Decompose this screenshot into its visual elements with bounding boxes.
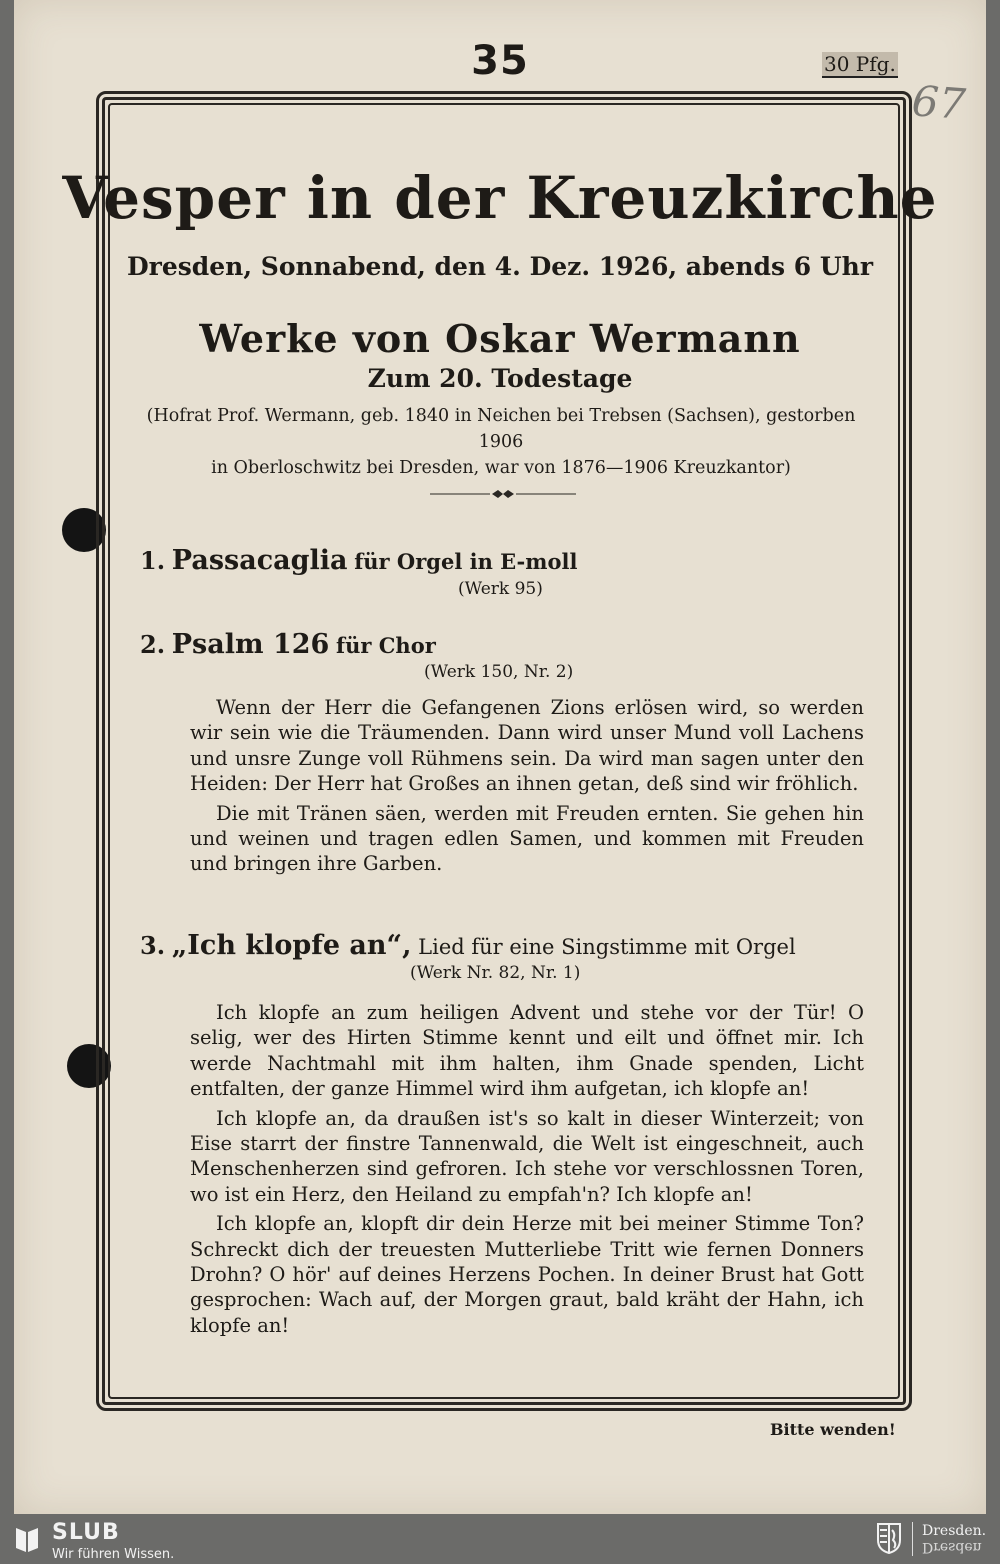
piece-2-text: [190, 695, 864, 881]
piece-1-number: 1.: [140, 546, 166, 575]
piece-1-desc: für Orgel in E-moll: [354, 549, 578, 574]
ornament-divider-icon: [430, 486, 576, 502]
anniversary-line: Zum 20. Todestage: [367, 364, 633, 393]
city-name[interactable]: [922, 1524, 986, 1554]
piece-2-number: 2.: [140, 630, 166, 659]
piece-1-heading: [140, 545, 577, 576]
program-date: Dresden, Sonnabend, den 4. Dez. 1926, abends 6 Uhr: [126, 252, 874, 281]
works-heading: Werke von Oskar Wermann: [199, 316, 801, 361]
city-name-line-2: Dresden: [922, 1539, 982, 1555]
piece-2-paragraph-1: Wenn der Herr die Gefangenen Zions erlösen wird, so werden wir sein wie die Träumenden. Dann wird unser Mund voll Lachens und unsre Zunge voll Rühmens sein. Da wird man sagen unter den Heiden: Der Herr hat Großes an ihnen getan, deß sind wir fröhlich.: [190, 696, 864, 796]
city-crest-icon[interactable]: [876, 1522, 902, 1554]
piece-3-paragraph-3: Ich klopfe an, klopft dir dein Herze mit bei meiner Stimme Ton? Schreckt dich der treuesten Mutterliebe Tritt wie fernen Donners Drohn? O hör' auf deines Herzens Pochen. In deiner Brust hat Gott gesprochen: Wach auf, der Morgen graut, bald kräht der Hahn, ich klopfe an!: [190, 1212, 864, 1337]
program-title: Vesper in der Kreuzkirche: [62, 164, 938, 232]
piece-2-opus: (Werk 150, Nr. 2): [424, 662, 574, 682]
price-label: 30 Pfg.: [824, 52, 896, 76]
slub-book-icon[interactable]: [14, 1524, 40, 1554]
biography-line-2: in Oberloschwitz bei Dresden, war von 1876—1906 Kreuzkantor): [211, 458, 791, 478]
city-name-line-1: Dresden.: [922, 1523, 987, 1539]
piece-3-number: 3.: [140, 931, 166, 960]
piece-2-desc: für Chor: [336, 633, 436, 658]
piece-3-paragraph-1: Ich klopfe an zum heiligen Advent und stehe vor der Tür! O selig, wer des Hirten Stimme kennt und eilt und öffnet mir. Ich werde Nachtmahl mit ihm halten, ihm Gnade spenden, Licht entfalten, der ganze Himmel wird ihm aufgetan, ich klopfe an!: [190, 1001, 864, 1101]
page-number: 35: [471, 38, 529, 84]
piece-3-desc: Lied für eine Singstimme mit Orgel: [418, 935, 796, 959]
biography-note: [136, 403, 866, 481]
piece-3-heading: [140, 930, 796, 961]
biography-line-1: (Hofrat Prof. Wermann, geb. 1840 in Neichen bei Trebsen (Sachsen), gestorben 1906: [146, 406, 856, 452]
handwritten-note: 67: [910, 76, 968, 129]
piece-3-title: „Ich klopfe an“,: [171, 930, 412, 961]
piece-1-opus: (Werk 95): [458, 579, 543, 599]
library-tagline: Wir führen Wissen.: [52, 1547, 175, 1562]
piece-3-text: [190, 1000, 864, 1342]
piece-3-paragraph-2: Ich klopfe an, da draußen ist's so kalt in dieser Winterzeit; von Eise starrt der finstre Tannenwald, die Welt ist eingeschneit, auch Menschenherzen sind gefroren. Ich stehe vor verschlossnen Toren, wo ist ein Herz, den Heiland zu empfah'n? Ich klopfe an!: [190, 1106, 864, 1206]
piece-2-heading: [140, 629, 436, 660]
piece-2-paragraph-2: Die mit Tränen säen, werden mit Freuden ernten. Sie gehen hin und weinen und tragen edlen Samen, und kommen mit Freuden und bringen ihre Garben.: [190, 801, 864, 876]
viewer-footer: [0, 1514, 1000, 1564]
piece-2-title: Psalm 126: [171, 629, 330, 660]
library-name[interactable]: SLUB: [52, 1520, 120, 1545]
please-turn-note: Bitte wenden!: [770, 1420, 896, 1439]
footer-divider: [912, 1522, 913, 1556]
piece-1-title: Passacaglia: [171, 545, 348, 576]
piece-3-opus: (Werk Nr. 82, Nr. 1): [410, 963, 581, 983]
